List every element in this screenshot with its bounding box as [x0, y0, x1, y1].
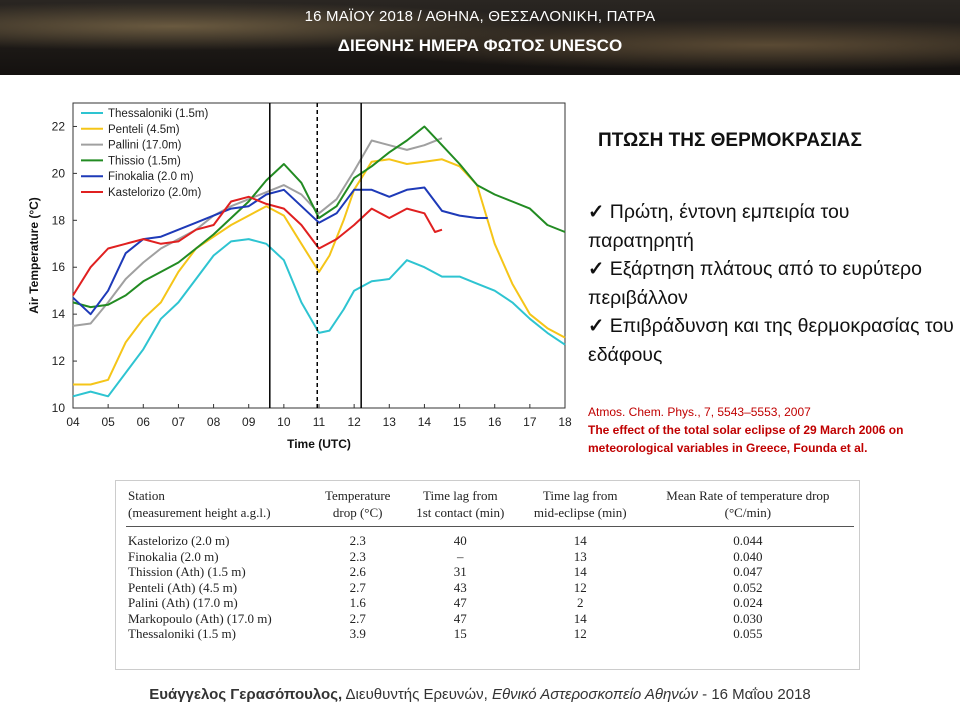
- y-axis-label: Air Temperature (°C): [27, 197, 41, 314]
- header-line: 1st contact (min): [416, 505, 505, 520]
- table-cell: 2.6: [349, 564, 366, 579]
- header-line: (measurement height a.g.l.): [128, 505, 271, 520]
- table-body: [126, 527, 854, 642]
- check-icon: ✓: [588, 258, 610, 280]
- table-row: [126, 527, 854, 549]
- table-cell: 2.3: [349, 548, 366, 564]
- header-line: Station: [128, 488, 165, 503]
- table-cell: 15: [453, 626, 467, 641]
- table-cell: 43: [453, 579, 467, 595]
- table-cell: Thission (Ath) (1.5 m): [128, 564, 246, 579]
- table-header-cell: [314, 487, 402, 527]
- legend-label: Kastelorizo (2.0m): [108, 187, 202, 199]
- footer-institute: Εθνικό Αστεροσκοπείο Αθηνών: [491, 686, 698, 703]
- table-cell: 0.040: [733, 548, 763, 564]
- table-cell: 2: [576, 595, 584, 610]
- x-tick-label: 12: [347, 415, 361, 429]
- table-row: [126, 549, 854, 565]
- legend-label: Thissio (1.5m): [108, 155, 181, 168]
- table-cell: Kastelorizo (2.0 m): [128, 533, 230, 548]
- results-table: [126, 487, 854, 642]
- table-cell: 0.044: [733, 533, 763, 548]
- legend-label: Thessaloniki (1.5m): [108, 108, 209, 120]
- temperature-chart: [0, 90, 580, 470]
- x-tick-label: 07: [171, 415, 186, 429]
- table-cell: 40: [453, 533, 467, 548]
- y-tick-label: 20: [51, 166, 65, 181]
- x-tick-label: 05: [101, 415, 115, 429]
- x-tick-label: 17: [523, 415, 537, 429]
- y-tick-label: 16: [51, 260, 65, 275]
- y-tick-label: 10: [51, 401, 65, 415]
- table-row: [126, 564, 854, 580]
- table-header-row: [126, 487, 854, 527]
- table-header-cell: [519, 487, 642, 527]
- table-cell: 2.7: [349, 579, 366, 595]
- y-tick-label: 18: [51, 213, 65, 228]
- x-tick-label: 09: [242, 415, 256, 429]
- table-cell: 47: [453, 610, 467, 626]
- results-table-box: [115, 480, 860, 670]
- bullet-text: Πρώτη, έντονη εμπειρία του παρατηρητή: [588, 201, 850, 252]
- table-cell: 14: [573, 564, 587, 579]
- x-tick-label: 14: [417, 415, 432, 429]
- banner-date-line: 16 ΜΑΪΟΥ 2018 / ΑΘΗΝΑ, ΘΕΣΣΑΛΟΝΙΚΗ, ΠΑΤΡΑ: [304, 8, 656, 25]
- x-tick-label: 04: [66, 415, 80, 429]
- table-cell: 3.9: [349, 626, 366, 641]
- y-tick-label: 22: [51, 119, 65, 134]
- footer: [0, 686, 960, 703]
- table-cell: 47: [453, 595, 467, 610]
- table-cell: 0.024: [733, 595, 763, 610]
- table-cell: 0.055: [733, 626, 763, 641]
- x-tick-label: 18: [558, 415, 572, 429]
- x-tick-label: 08: [206, 415, 221, 429]
- table-cell: 12: [573, 579, 587, 595]
- table-row: [126, 611, 854, 627]
- table-cell: Finokalia (2.0 m): [128, 548, 219, 564]
- footer-date: - 16 Μαΐου 2018: [702, 686, 811, 703]
- legend-label: Pallini (17.0m): [108, 139, 182, 152]
- bullet-text: Εξάρτηση πλάτους από το ευρύτερο περιβάλλον: [588, 258, 922, 309]
- table-cell: Thessaloniki (1.5 m): [128, 626, 236, 641]
- table-cell: Penteli (Ath) (4.5 m): [128, 579, 238, 595]
- table-row: [126, 626, 854, 642]
- x-tick-label: 10: [277, 415, 291, 429]
- table-cell: 2.7: [349, 610, 366, 626]
- x-axis-label: Time (UTC): [287, 437, 351, 451]
- header-banner: [0, 0, 960, 75]
- table-cell: 0.052: [733, 579, 763, 595]
- bullet-item: [588, 198, 958, 255]
- x-tick-label: 11: [312, 415, 326, 429]
- table-cell: –: [457, 548, 464, 564]
- check-icon: ✓: [588, 315, 610, 337]
- table-header-cell: [402, 487, 519, 527]
- bullet-text: Επιβράδυνση και της θερμοκρασίας του εδάφους: [588, 315, 954, 366]
- header-line: Mean Rate of temperature drop: [666, 488, 830, 503]
- legend-label: Penteli (4.5m): [108, 123, 180, 136]
- x-tick-label: 06: [136, 415, 150, 429]
- check-icon: ✓: [588, 201, 610, 223]
- table-cell: 14: [573, 533, 587, 548]
- legend-label: Finokalia (2.0 m): [108, 171, 194, 184]
- table-cell: 2.3: [349, 533, 366, 548]
- header-line: mid-eclipse (min): [533, 505, 627, 520]
- table-cell: 12: [573, 626, 587, 641]
- table-header-cell: [126, 487, 314, 527]
- table-cell: Palini (Ath) (17.0 m): [128, 595, 238, 610]
- y-tick-label: 14: [51, 307, 65, 322]
- x-tick-label: 13: [382, 415, 396, 429]
- table-row: [126, 580, 854, 596]
- y-tick-label: 12: [51, 354, 65, 369]
- reference-citation: Atmos. Chem. Phys., 7, 5543–5553, 2007: [588, 405, 811, 419]
- slide-title: ΠΤΩΣΗ ΤΗΣ ΘΕΡΜΟΚΡΑΣΙΑΣ: [598, 130, 862, 151]
- footer-author: Ευάγγελος Γερασόπουλος,: [149, 686, 343, 703]
- table-cell: 1.6: [349, 595, 366, 610]
- table-cell: 0.030: [733, 610, 763, 626]
- banner-title: ΔΙΕΘΝΗΣ ΗΜΕΡΑ ΦΩΤΟΣ UNESCO: [337, 36, 623, 55]
- bullet-item: [588, 255, 958, 312]
- table-cell: 0.047: [733, 564, 763, 579]
- x-tick-label: 15: [452, 415, 467, 429]
- header-line: drop (°C): [332, 505, 383, 520]
- bullet-item: [588, 312, 958, 369]
- table-cell: 14: [573, 610, 587, 626]
- table-cell: 13: [573, 548, 587, 564]
- bullet-list: [588, 198, 958, 369]
- header-line: Time lag from: [422, 488, 498, 503]
- header-line: (°C/min): [724, 505, 772, 520]
- table-cell: 31: [453, 564, 467, 579]
- table-header-cell: [642, 487, 854, 527]
- table-cell: Markopoulo (Ath) (17.0 m): [128, 610, 272, 626]
- header-line: Temperature: [324, 488, 391, 503]
- footer-role: Διευθυντής Ερευνών,: [345, 686, 488, 703]
- table-row: [126, 595, 854, 611]
- header-line: Time lag from: [542, 488, 618, 503]
- x-tick-label: 16: [488, 415, 502, 429]
- reference-title: The effect of the total solar eclipse of 29 March 2006 on meteorological variables in Greece, Founda et al.: [588, 423, 904, 455]
- reference: [588, 403, 960, 457]
